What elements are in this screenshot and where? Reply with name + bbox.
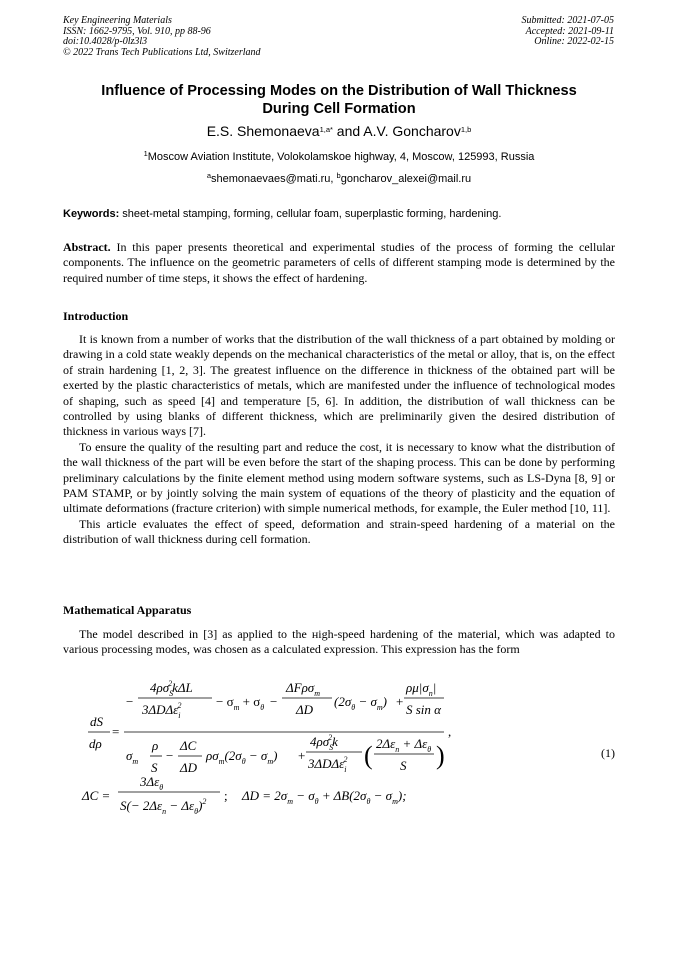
author-emails: [63, 172, 615, 186]
lhs-numerator: dS: [90, 714, 103, 729]
email-b-marker: b: [336, 171, 341, 180]
num-term3-tail: (2σθ − σm): [334, 694, 387, 712]
den-sigma-m: σm: [126, 748, 139, 766]
introduction-paragraph-2: To ensure the quality of the resulting part and reduce the cost, it is necessary to know what the distribution of the wall thickness of the part will be even before the start of the shaping process. This can be done by performing preliminary calculations by the finite element method using modern software systems, such as LS-Dyna [8, 9] or PAM STAMP, or by jointly solving the main system of equations of the theory of plasticity and the equation of ultimate deformations (fracture criterion) with simple numerical methods, for example, the Euler method [10, 11].: [63, 439, 615, 516]
affiliation-text: Moscow Aviation Institute, Volokolamskoe highway, 4, Moscow, 125993, Russia: [147, 151, 535, 163]
den-dd: ΔD: [180, 760, 198, 775]
keywords-label: Keywords:: [63, 208, 120, 220]
authors: [63, 122, 615, 140]
abstract: [63, 240, 615, 286]
introduction-paragraph-3: This article evaluates the effect of speed, deformation and strain-speed hardening of a material on the distribution of wall thickness during cell formation.: [63, 516, 615, 547]
lhs-denominator: dρ: [89, 736, 102, 751]
equation-number: (1): [601, 746, 615, 760]
affiliation-marker: 1: [143, 149, 148, 158]
den-c-numerator: 4ρσS2k: [310, 733, 338, 752]
den-rho: ρ: [152, 738, 159, 753]
journal-name: Key Engineering Materials: [63, 15, 172, 26]
num-plus: +: [396, 694, 404, 709]
dc-lhs: ΔC =: [82, 788, 111, 803]
num-term3-numerator: ΔFρσm: [286, 680, 321, 698]
introduction-heading: Introduction: [63, 309, 129, 323]
affiliation: [63, 150, 615, 164]
email-b: goncharov_alexei@mail.ru: [340, 173, 472, 185]
den-tail: ρσm(2σθ − σm): [206, 748, 278, 766]
num-term4-numerator: ρμ|σn|: [406, 680, 437, 698]
copyright: © 2022 Trans Tech Publications Ltd, Switzerland: [63, 46, 261, 58]
den-c-denominator: 3ΔDΔεi2: [308, 755, 348, 774]
den-S: S: [151, 760, 158, 775]
dc-denominator: S(− 2Δεn − Δεθ)2: [120, 797, 207, 816]
email-a: shemonaevaes@mati.ru,: [211, 173, 337, 185]
abstract-label: Abstract.: [63, 240, 111, 254]
num-term2: − σm + σθ: [216, 694, 265, 712]
equals-sign: =: [112, 724, 120, 739]
num-minus-2: −: [270, 694, 278, 709]
equation-1: [70, 676, 630, 826]
den-minus: −: [166, 748, 174, 763]
accepted-date: Accepted: 2021-09-11: [525, 25, 614, 37]
abstract-text: In this paper presents theoretical and experimental studies of the process of forming the cellular components. The influence on the geometric parameters of cells of different stamping mode is determined by the required number of time steps, it shows the effect of hardening.: [63, 240, 615, 285]
authors-and: and: [332, 123, 364, 139]
dd-definition: ΔD = 2σm − σθ + ΔB(2σθ − σm);: [242, 788, 407, 806]
dc-numerator: 3Δεθ: [140, 774, 164, 792]
journal-header-right: [522, 16, 615, 48]
issn: ISSN: 1662-9795, Vol. 910, pp 88-96: [63, 25, 211, 37]
author-1: E.S. Shemonaeva: [206, 123, 320, 139]
equation-comma: ,: [448, 724, 452, 739]
title-line-2: During Cell Formation: [262, 101, 416, 117]
den-paren-open: (: [364, 741, 373, 770]
den-d-denominator: S: [400, 758, 407, 773]
author-1-affiliation: 1,a*: [319, 125, 333, 134]
title-line-1: Influence of Processing Modes on the Distribution of Wall Thickness: [101, 83, 577, 99]
dc-semicolon: ;: [224, 788, 228, 803]
num-term1-denominator: 3ΔDΔεi2: [142, 701, 182, 720]
keywords-text: sheet-metal stamping, forming, cellular foam, superplastic forming, hardening.: [119, 208, 502, 220]
den-dc: ΔC: [180, 738, 197, 753]
math-heading: Mathematical Apparatus: [63, 603, 192, 617]
journal-header-left: [63, 16, 261, 58]
math-paragraph-1: The model described in [3] as applied to the нigh-speed hardening of the material, which was adapted to various processing modes, was chosen as a calculated expression. This expression has the form: [63, 627, 615, 657]
num-term3-denominator: ΔD: [296, 702, 314, 717]
num-term1-numerator: 4ρσS2kΔL: [150, 679, 193, 698]
author-2: A.V. Goncharov: [363, 123, 461, 139]
introduction-body: [63, 332, 615, 548]
author-2-affiliation: 1,b: [460, 125, 472, 134]
paper-title: [63, 82, 615, 118]
den-plus: +: [298, 748, 306, 763]
introduction-paragraph-1: It is known from a number of works that the distribution of the wall thickness of a part obtained by molding or drawing in a cold state weakly depends on the mechanical characteristics of the metal or alloy, that is, on the effect of strain hardening [1, 2, 3]. The greatest influence on the difference in thickness of the obtained part will be exerted by the plastic characteristics of metals, which are manifested under the influence of technological modes of shaping, such as speed [4] and temperature [5, 6]. In addition, the distribution of wall thickness can be controlled by using blanks of different thickness, which are preliminarily given the desired distribution of thickness in various ways [7].: [63, 332, 615, 439]
den-d-numerator: 2Δεn + Δεθ: [376, 736, 432, 754]
math-body: [63, 627, 615, 658]
email-a-marker: a: [206, 171, 212, 180]
den-paren-close: ): [436, 741, 445, 770]
doi: doi:10.4028/p-0lz3l3: [63, 36, 148, 48]
submitted-date: Submitted: 2021-07-05: [521, 15, 614, 26]
num-minus: −: [126, 694, 134, 709]
online-date: Online: 2022-02-15: [534, 36, 614, 48]
num-term4-denominator: S sin α: [406, 702, 441, 717]
keywords: [63, 207, 615, 221]
